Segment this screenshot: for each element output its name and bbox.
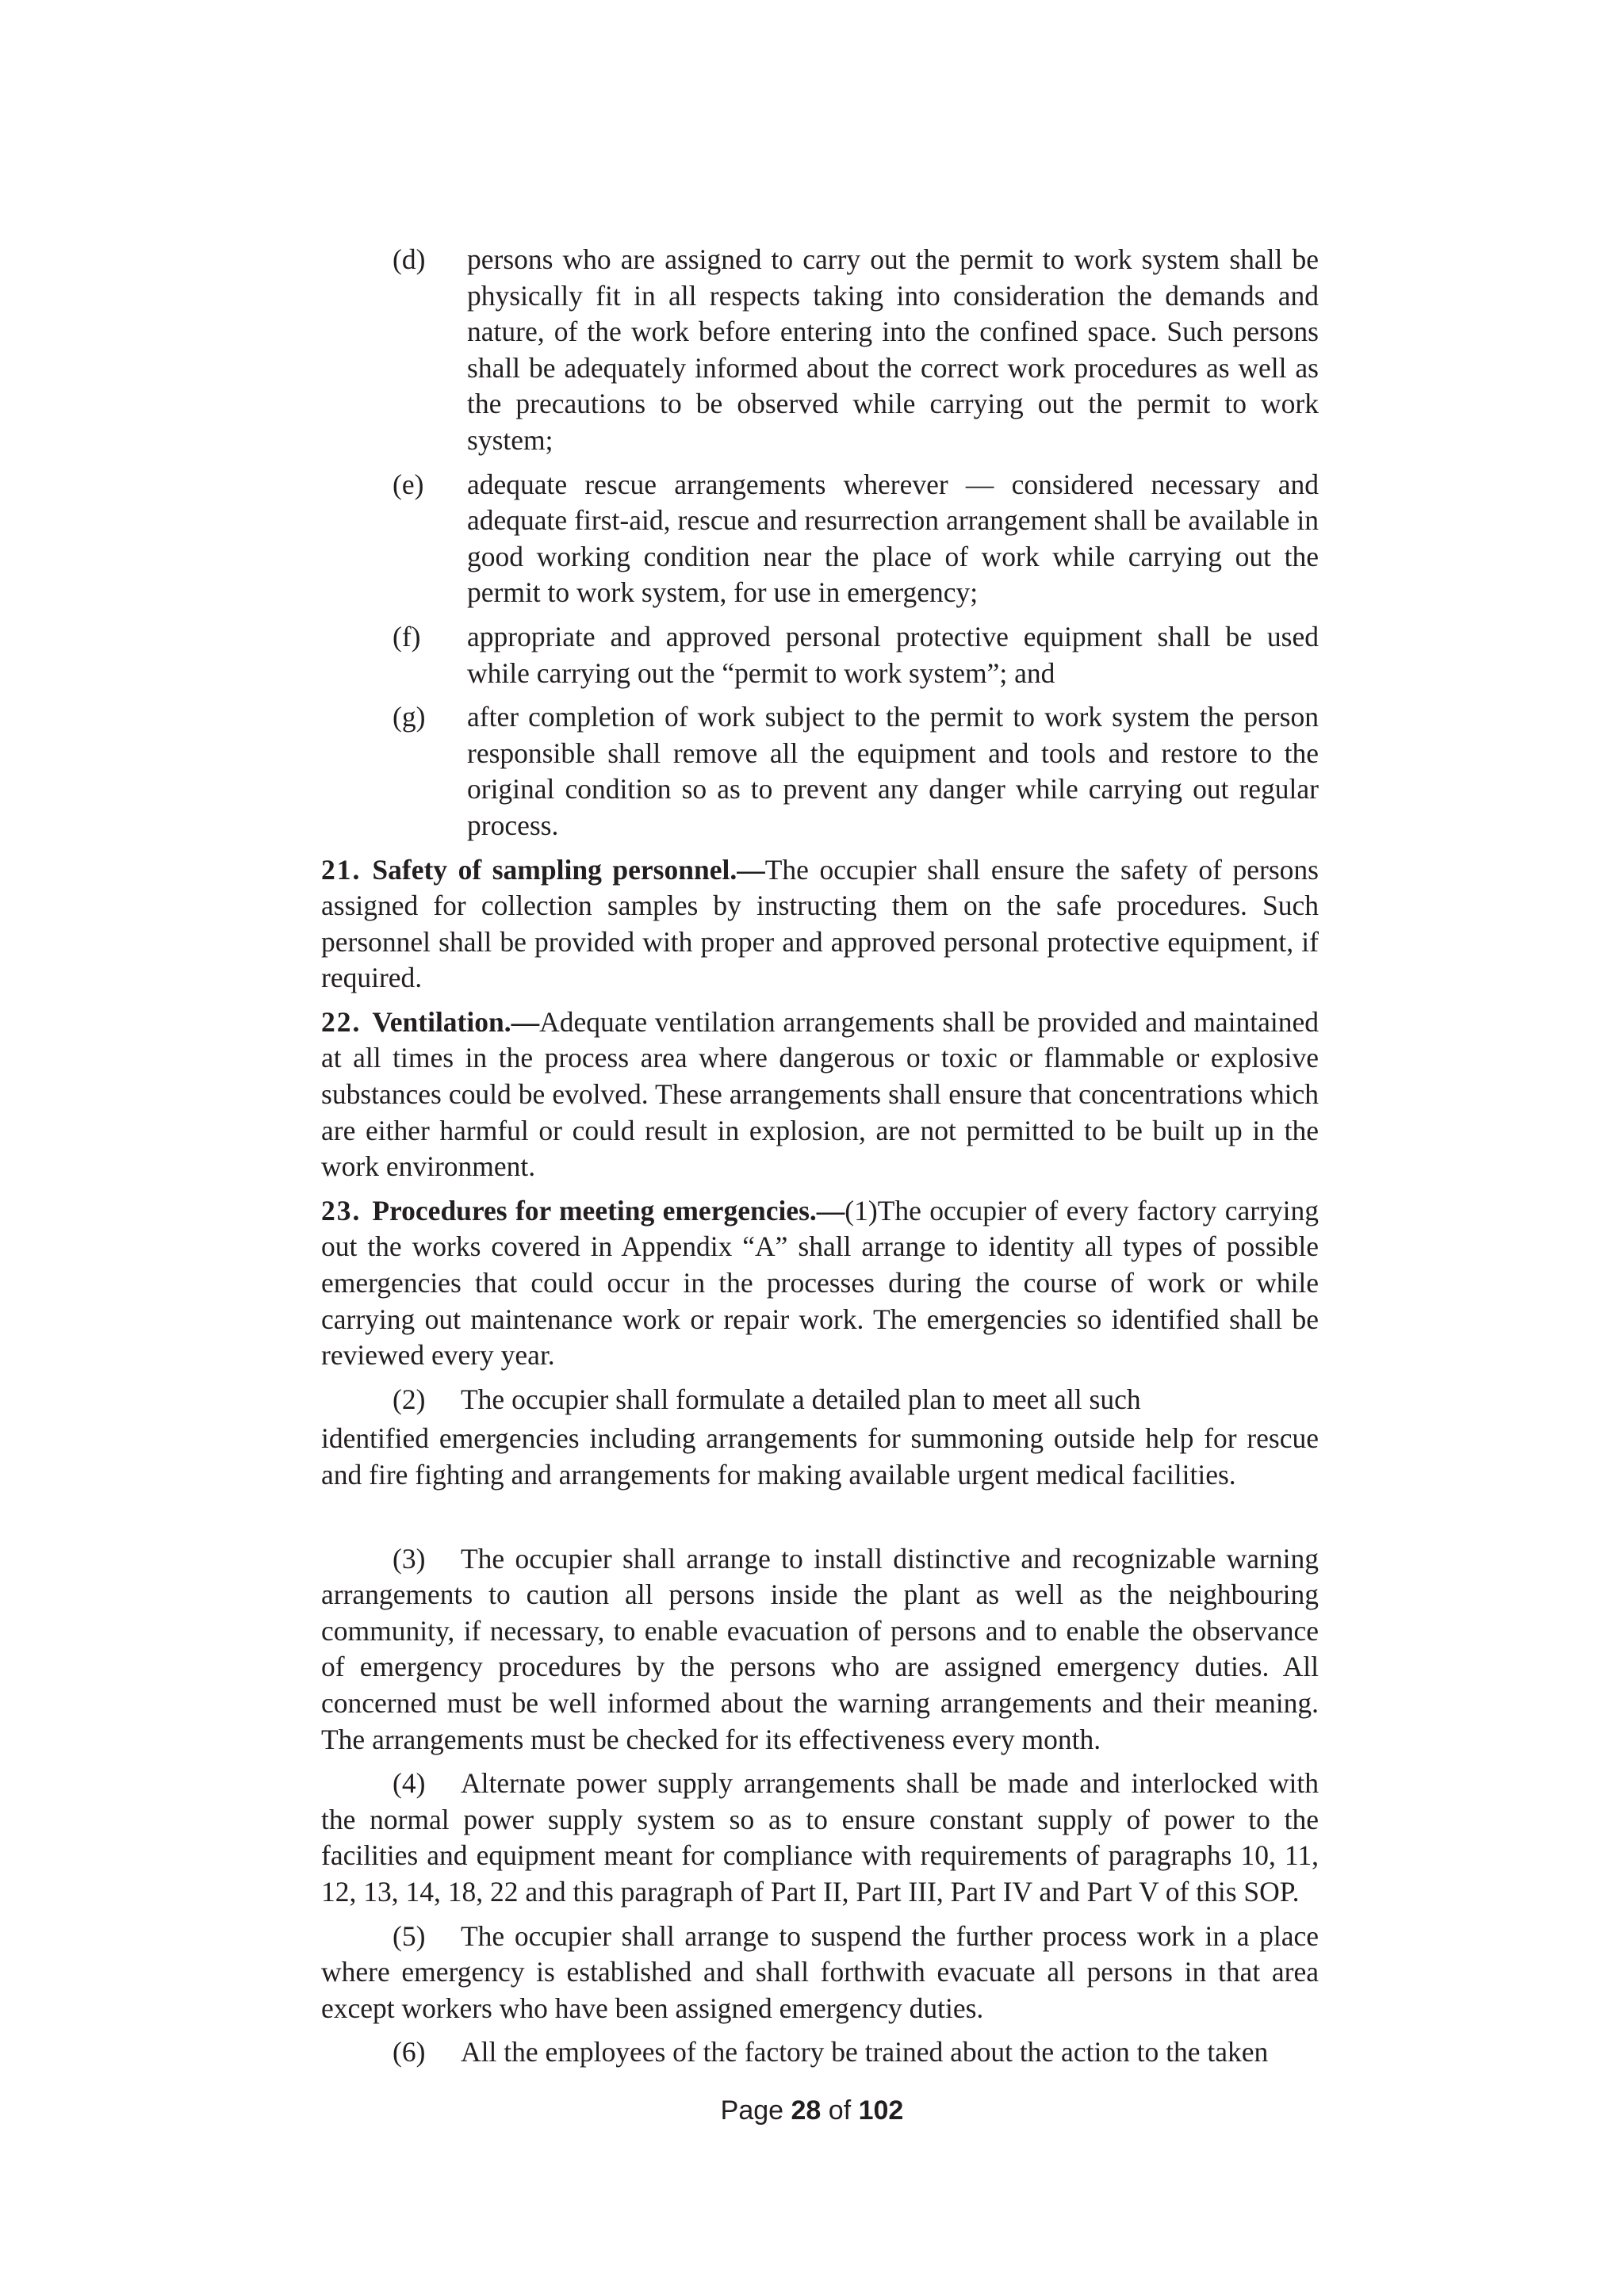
subsection-4 bbox=[321, 1766, 1319, 1910]
subsection-text: The occupier shall arrange to suspend the further process work in a place where emergency is established and shall forthwith evacuate all persons in that area except workers who have been assigned emergency duties. bbox=[321, 1919, 1319, 2024]
section-text: (1)The occupier of every factory carrying out the works covered in Appendix “A” shall arrange to identity all types of possible emergencies that could occur in the processes during the course of work or while carrying out maintenance work or repair work. The emergencies so identified shall be reviewed every year. bbox=[321, 1194, 1319, 1372]
section-heading: Procedures for meeting emergencies.— bbox=[372, 1194, 845, 1226]
list-item-e bbox=[321, 467, 1319, 611]
page-footer bbox=[0, 2095, 1624, 2126]
subsection-number: (5) bbox=[393, 1919, 426, 1952]
blank-gap bbox=[321, 1502, 1319, 1541]
subsection-number: (2) bbox=[393, 1383, 426, 1415]
subsection-3 bbox=[321, 1541, 1319, 1758]
section-heading: Ventilation.— bbox=[372, 1005, 540, 1038]
section-heading: Safety of sampling personnel.— bbox=[372, 853, 765, 886]
section-text: Adequate ventilation arrangements shall be provided and maintained at all times in the process area where dangerous or toxic or flammable or explosive substances could be evolved. These arrangements shall ensure that concentrations which are either harmful or could result in explosion, are not permitted to be built up in the work environment. bbox=[321, 1005, 1319, 1183]
subsection-text: All the employees of the factory be trained about the action to the taken bbox=[461, 2036, 1269, 2068]
subsection-5 bbox=[321, 1919, 1319, 2027]
section-number: 22. bbox=[321, 1005, 362, 1038]
item-text: persons who are assigned to carry out the permit to work system shall be physically fit in all respects taking into consideration the demands and nature, of the work before entering into the confined space. Such persons shall be adequately informed about the correct work procedures as well as the precautions to be observed while carrying out the permit to work system; bbox=[467, 243, 1319, 456]
subsection-6 bbox=[321, 2034, 1319, 2071]
section-22 bbox=[321, 1004, 1319, 1185]
current-page-number: 28 bbox=[791, 2095, 822, 2126]
item-label: (g) bbox=[393, 701, 426, 733]
subsection-text: The occupier shall arrange to install distinctive and recognizable warning arrangements to caution all persons inside the plant as well as the neighbouring community, if necessary, to enable evacuation of persons and to enable the observance of emergency procedures by the persons who are assigned emergency duties. All concerned must be well informed about the warning arrangements and their meaning. The arrangements must be checked for its effectiveness every month. bbox=[321, 1542, 1319, 1755]
section-23 bbox=[321, 1193, 1319, 1374]
total-page-number: 102 bbox=[858, 2095, 904, 2126]
subsection-2-line1 bbox=[321, 1382, 1319, 1418]
subsection-text: Alternate power supply arrangements shall be made and interlocked with the normal power supply system so as to ensure constant supply of power to the facilities and equipment meant for compliance with requirements of paragraphs 10, 11, 12, 13, 14, 18, 22 and this paragraph of Part II, Part III, Part IV and Part V of this SOP. bbox=[321, 1767, 1319, 1908]
page-prefix: Page bbox=[720, 2095, 784, 2126]
page-of: of bbox=[828, 2095, 852, 2126]
subsection-number: (4) bbox=[393, 1767, 426, 1800]
item-label: (d) bbox=[393, 243, 426, 275]
item-label: (e) bbox=[393, 468, 424, 500]
subsection-number: (3) bbox=[393, 1542, 426, 1575]
subsection-2-rest: identified emergencies including arrangements for summoning outside help for rescue and fire fighting and arrangements for making available urgent medical facilities. bbox=[321, 1422, 1319, 1490]
subsection-number: (6) bbox=[393, 2036, 426, 2068]
list-item-g bbox=[321, 699, 1319, 844]
item-text: appropriate and approved personal protective equipment shall be used while carrying out the “permit to work system”; and bbox=[467, 620, 1319, 689]
section-number: 21. bbox=[321, 853, 362, 886]
item-text: adequate rescue arrangements wherever — considered necessary and adequate first-aid, rescue and resurrection arrangement shall be available in good working condition near the place of work while carrying out the permit to work system, for use in emergency; bbox=[467, 468, 1319, 609]
section-number: 23. bbox=[321, 1194, 362, 1226]
list-item-f bbox=[321, 619, 1319, 691]
section-21 bbox=[321, 852, 1319, 997]
subsection-text: The occupier shall formulate a detailed plan to meet all such bbox=[461, 1383, 1141, 1415]
item-label: (f) bbox=[393, 620, 421, 652]
list-item-d bbox=[321, 242, 1319, 459]
item-text: after completion of work subject to the permit to work system the person responsible shall remove all the equipment and tools and restore to the original condition so as to prevent any danger while carrying out regular process. bbox=[467, 701, 1319, 841]
document-body bbox=[321, 242, 1319, 2079]
section-text: The occupier shall ensure the safety of persons assigned for collection samples by instructing them on the safe procedures. Such personnel shall be provided with proper and approved personal protective equipment, if required. bbox=[321, 853, 1319, 994]
